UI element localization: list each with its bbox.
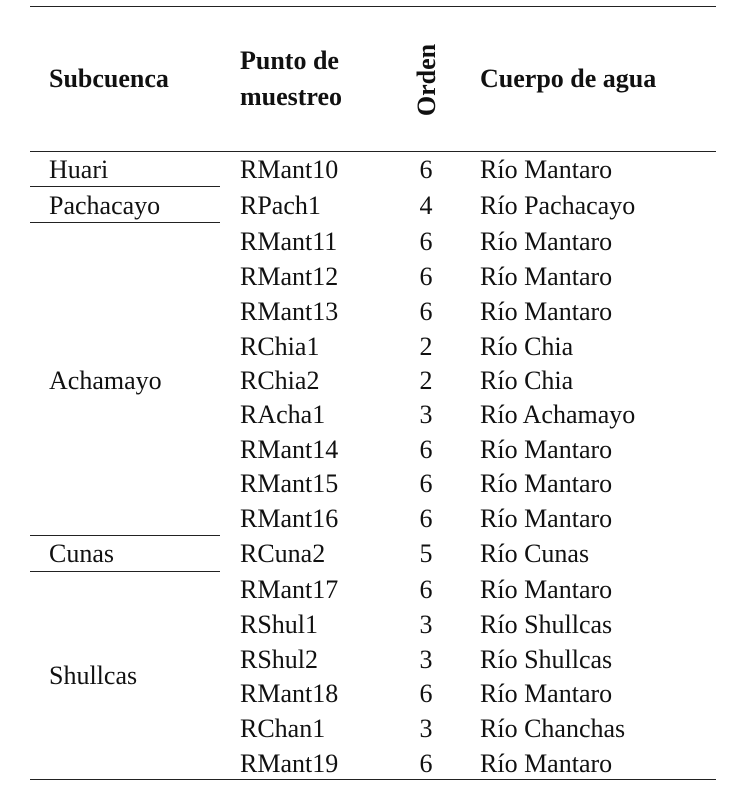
cell-orden: 6: [419, 435, 433, 464]
cell-punto: RChia1: [240, 332, 320, 361]
cell-orden: 6: [419, 227, 433, 256]
group-divider-cunas: [30, 571, 220, 572]
cell-cuerpo: Río Achamayo: [480, 400, 636, 429]
header-punto-line2: muestreo: [240, 82, 343, 111]
group-label-pachacayo: Pachacayo: [49, 191, 161, 220]
cell-cuerpo: Río Mantaro: [480, 435, 613, 464]
cell-cuerpo: Río Mantaro: [480, 469, 613, 498]
group-label-achamayo: Achamayo: [49, 366, 162, 395]
cell-cuerpo: Río Shullcas: [480, 645, 613, 674]
cell-punto: RAcha1: [240, 400, 326, 429]
cell-orden: 3: [419, 645, 433, 674]
cell-cuerpo: Río Mantaro: [480, 155, 613, 184]
cell-punto: RMant17: [240, 575, 339, 604]
cell-punto: RCuna2: [240, 539, 326, 568]
cell-punto: RChan1: [240, 714, 326, 743]
cell-orden: 6: [419, 504, 433, 533]
cell-orden: 4: [419, 191, 433, 220]
cell-orden: 6: [419, 679, 433, 708]
cell-cuerpo: Río Mantaro: [480, 504, 613, 533]
cell-punto: RMant19: [240, 749, 339, 778]
cell-punto: RPach1: [240, 191, 321, 220]
group-divider-achamayo: [30, 535, 220, 536]
cell-orden: 3: [419, 714, 433, 743]
header-subcuenca: Subcuenca: [49, 64, 169, 93]
cell-punto: RChia2: [240, 366, 320, 395]
table-top-rule: [30, 6, 716, 7]
cell-punto: RMant14: [240, 435, 339, 464]
header-punto-line1: Punto de: [240, 46, 339, 75]
cell-cuerpo: Río Chanchas: [480, 714, 626, 743]
cell-cuerpo: Río Pachacayo: [480, 191, 636, 220]
cell-punto: RMant11: [240, 227, 338, 256]
cell-cuerpo: Río Mantaro: [480, 679, 613, 708]
cell-cuerpo: Río Mantaro: [480, 227, 613, 256]
cell-orden: 6: [419, 155, 433, 184]
cell-orden: 6: [419, 262, 433, 291]
group-label-shullcas: Shullcas: [49, 661, 138, 690]
table-bottom-rule: [30, 779, 716, 780]
cell-cuerpo: Río Mantaro: [480, 297, 613, 326]
cell-cuerpo: Río Mantaro: [480, 749, 613, 778]
cell-orden: 6: [419, 749, 433, 778]
cell-orden: 3: [419, 610, 433, 639]
group-label-huari: Huari: [49, 155, 109, 184]
cell-cuerpo: Río Chia: [480, 366, 574, 395]
cell-orden: 3: [419, 400, 433, 429]
header-cuerpo: Cuerpo de agua: [480, 64, 657, 93]
cell-punto: RMant10: [240, 155, 339, 184]
cell-cuerpo: Río Chia: [480, 332, 574, 361]
group-label-cunas: Cunas: [49, 539, 114, 568]
cell-punto: RMant12: [240, 262, 339, 291]
cell-punto: RMant13: [240, 297, 339, 326]
cell-cuerpo: Río Shullcas: [480, 610, 613, 639]
header-orden: Orden: [412, 43, 441, 117]
cell-orden: 2: [419, 332, 433, 361]
cell-orden: 2: [419, 366, 433, 395]
cell-cuerpo: Río Cunas: [480, 539, 590, 568]
cell-punto: RShul2: [240, 645, 319, 674]
cell-cuerpo: Río Mantaro: [480, 575, 613, 604]
cell-cuerpo: Río Mantaro: [480, 262, 613, 291]
cell-orden: 5: [419, 539, 433, 568]
cell-punto: RMant18: [240, 679, 339, 708]
cell-punto: RMant15: [240, 469, 339, 498]
cell-orden: 6: [419, 469, 433, 498]
cell-orden: 6: [419, 575, 433, 604]
cell-orden: 6: [419, 297, 433, 326]
cell-punto: RShul1: [240, 610, 319, 639]
header-bottom-rule: [30, 151, 716, 152]
cell-punto: RMant16: [240, 504, 339, 533]
